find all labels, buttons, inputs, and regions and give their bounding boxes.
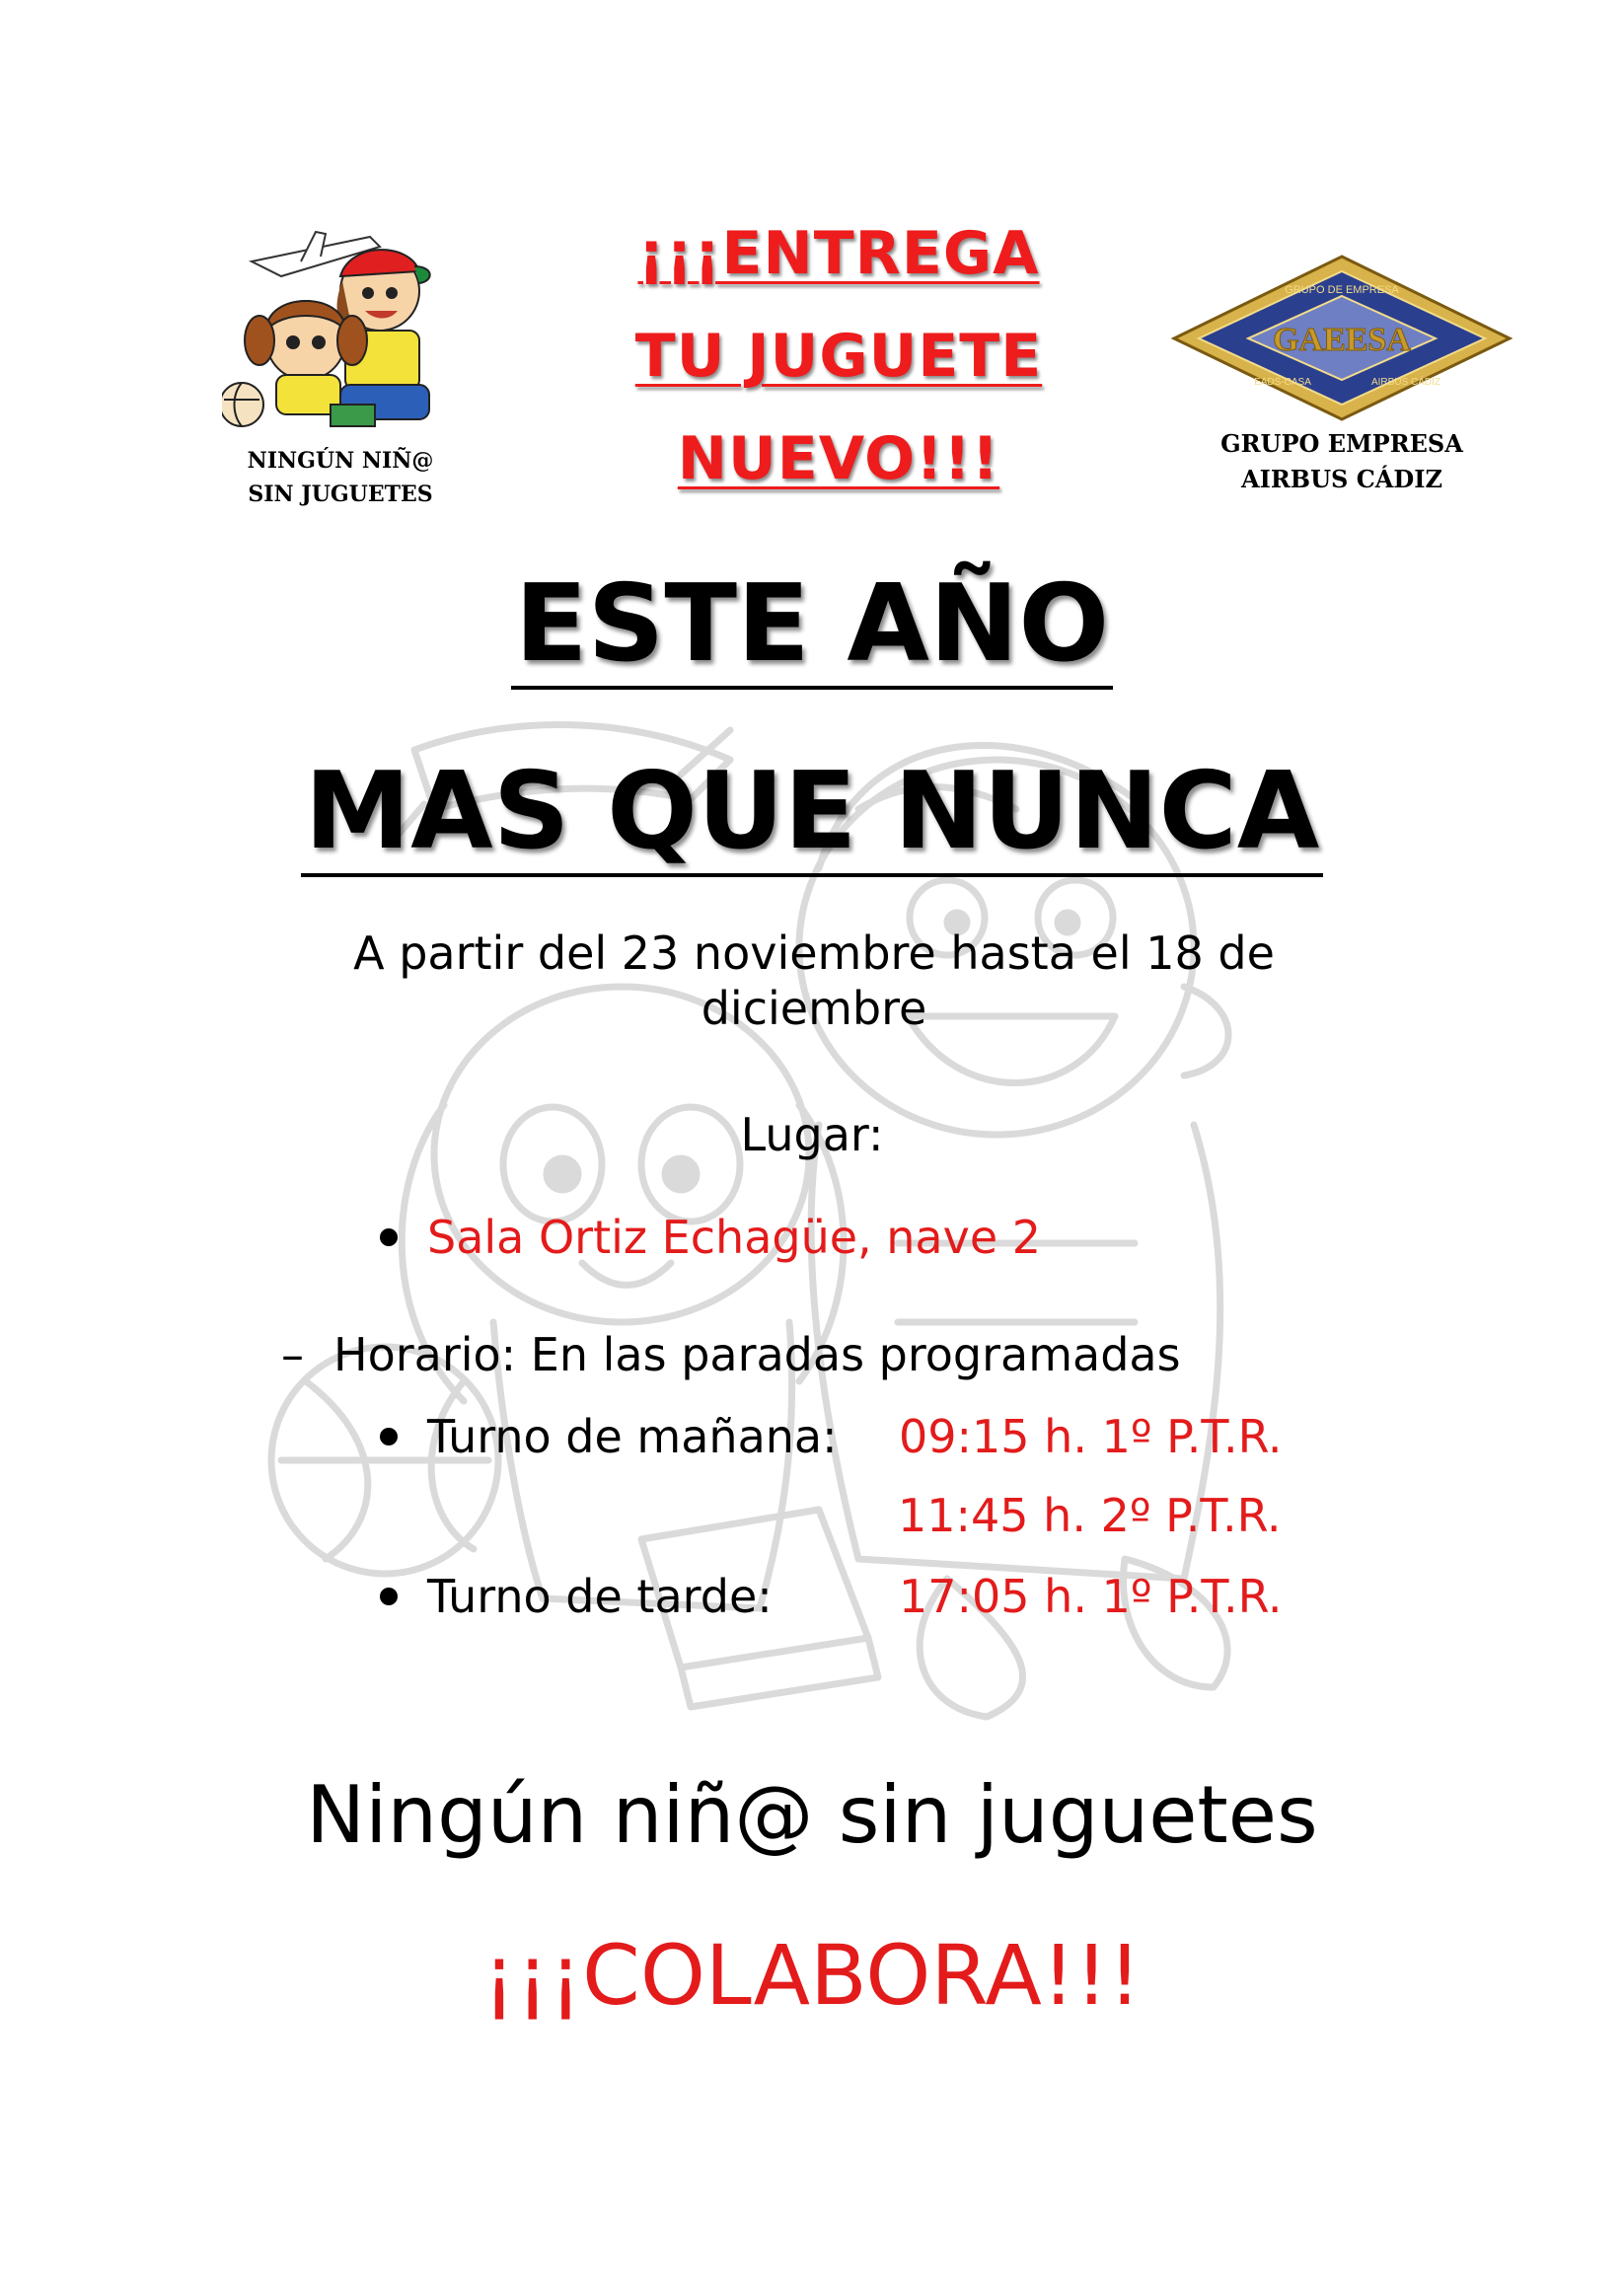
place-item xyxy=(380,1210,1041,1265)
title-line1-text: ESTE AÑO xyxy=(511,562,1113,690)
header-line2: TU JUGUETE xyxy=(634,322,1043,391)
dash-icon: – xyxy=(281,1328,304,1381)
right-caption-line1: GRUPO EMPRESA xyxy=(1220,429,1463,458)
lugar-label: Lugar: xyxy=(740,1108,884,1161)
shift-afternoon-label: Turno de tarde: xyxy=(427,1570,773,1623)
ningun-nino-logo xyxy=(222,222,459,434)
header-line1: ¡¡¡ENTREGA xyxy=(637,219,1040,288)
left-caption-line2: SIN JUGUETES xyxy=(248,481,433,507)
title-line2 xyxy=(0,748,1624,876)
shift-afternoon-time1: 17:05 h. 1º P.T.R. xyxy=(899,1570,1283,1623)
logo-ring-top: GRUPO DE EMPRESA xyxy=(1285,284,1399,296)
horario-text: Horario: En las paradas programadas xyxy=(333,1328,1181,1381)
title-line1 xyxy=(0,560,1624,689)
right-caption-line2: AIRBUS CÁDIZ xyxy=(1241,465,1442,493)
right-logo-caption xyxy=(1154,426,1529,497)
logo-ring-right: AIRBUS CÁDIZ xyxy=(1370,377,1441,388)
colabora-text: ¡¡¡COLABORA!!! xyxy=(482,1927,1142,2024)
horario-item xyxy=(281,1327,1181,1382)
slogan-text: Ningún niñ@ sin juguetes xyxy=(306,1769,1318,1861)
bullet-icon xyxy=(380,1428,398,1445)
logo-ring-left: EADS-CASA xyxy=(1254,377,1311,388)
left-caption-line1: NINGÚN NIÑ@ xyxy=(247,448,434,474)
header-line3: NUEVO!!! xyxy=(677,424,1000,493)
shift-morning-label: Turno de mañana: xyxy=(427,1410,838,1463)
place-text: Sala Ortiz Echagüe, nave 2 xyxy=(427,1211,1042,1264)
grupo-empresa-airbus-logo xyxy=(1169,252,1514,424)
shift-morning-time1: 09:15 h. 1º P.T.R. xyxy=(899,1410,1283,1463)
bullet-icon xyxy=(380,1588,398,1605)
title-line2-text: MAS QUE NUNCA xyxy=(301,750,1324,877)
header-call-to-action xyxy=(553,202,1125,510)
shift-morning-item xyxy=(380,1409,1283,1464)
shift-morning-time2: 11:45 h. 2º P.T.R. xyxy=(898,1489,1282,1542)
left-logo-caption xyxy=(197,444,483,511)
dates-text: A partir del 23 noviembre hasta el 18 de diciembre xyxy=(353,926,1275,1035)
logo-emblem-text: GAEESA xyxy=(1273,322,1411,358)
shift-morning-second xyxy=(898,1488,1282,1543)
shift-afternoon-item xyxy=(380,1569,1283,1624)
bullet-icon xyxy=(380,1228,398,1246)
